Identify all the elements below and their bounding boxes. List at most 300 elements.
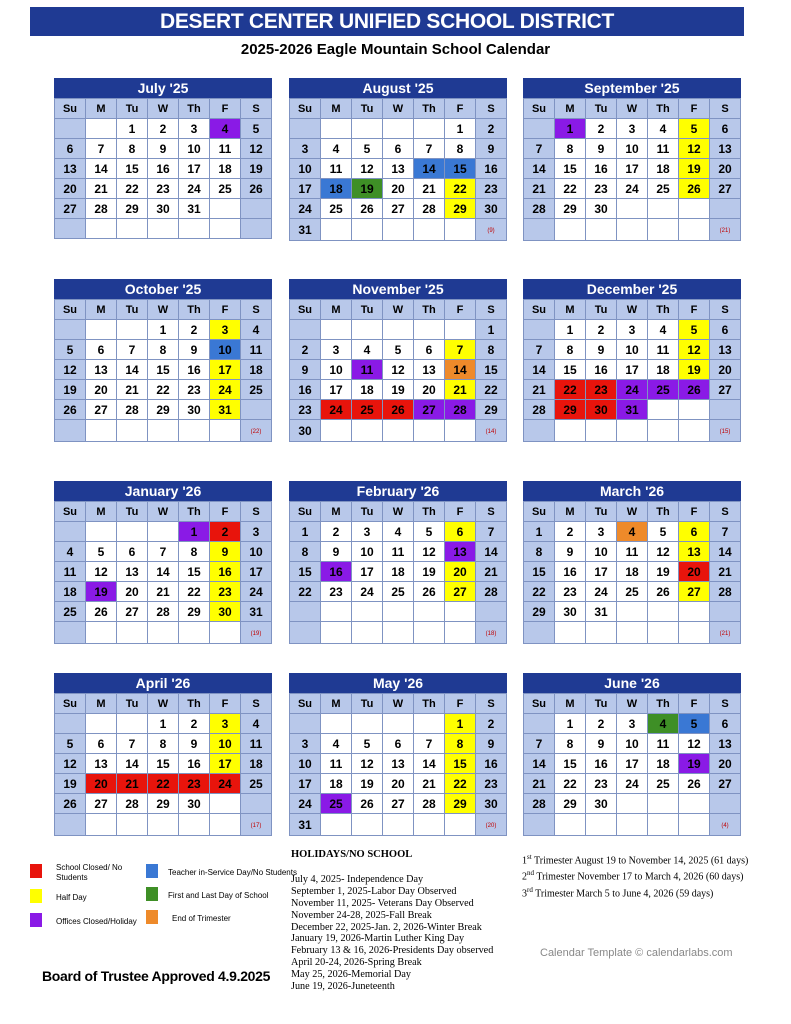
weekday-header: Th: [414, 300, 445, 320]
day-cell: 3: [352, 522, 383, 542]
empty-cell: [679, 814, 710, 836]
empty-cell: [352, 814, 383, 836]
day-cell: 10: [290, 754, 321, 774]
weekday-header: Su: [524, 99, 555, 119]
empty-cell: [476, 622, 507, 644]
empty-cell: [524, 420, 555, 442]
day-cell: 26: [86, 602, 117, 622]
day-cell: 10: [617, 340, 648, 360]
day-cell: 6: [710, 320, 741, 340]
weekday-header: Th: [648, 502, 679, 522]
empty-cell: [524, 219, 555, 241]
empty-cell: [414, 814, 445, 836]
day-cell: 16: [555, 562, 586, 582]
holiday-item: January 19, 2026-Martin Luther King Day: [291, 933, 465, 945]
empty-cell: [710, 420, 741, 442]
weekday-header: S: [476, 502, 507, 522]
empty-cell: [321, 622, 352, 644]
day-cell: 13: [445, 542, 476, 562]
weekday-header: M: [555, 502, 586, 522]
empty-cell: [476, 602, 507, 622]
weekday-header: Su: [290, 502, 321, 522]
day-cell: 27: [414, 400, 445, 420]
empty-cell: [476, 219, 507, 241]
day-cell: 11: [617, 542, 648, 562]
day-cell: 24: [241, 582, 272, 602]
empty-cell: [210, 622, 241, 644]
day-cell: 21: [524, 380, 555, 400]
empty-cell: [55, 714, 86, 734]
day-cell: 1: [445, 119, 476, 139]
instructional-days-count: (18): [485, 631, 497, 637]
day-cell: 27: [710, 774, 741, 794]
empty-cell: [679, 420, 710, 442]
empty-cell: [383, 420, 414, 442]
day-cell: 12: [679, 139, 710, 159]
day-cell: 17: [321, 380, 352, 400]
day-cell: 15: [179, 562, 210, 582]
day-cell: 24: [290, 199, 321, 219]
empty-cell: [290, 320, 321, 340]
trimester-list: [522, 851, 748, 900]
day-cell: 13: [383, 159, 414, 179]
day-cell: 25: [210, 179, 241, 199]
empty-cell: [617, 602, 648, 622]
day-cell: 26: [352, 199, 383, 219]
month-calendar: [523, 78, 741, 241]
weekday-header: F: [210, 300, 241, 320]
day-cell: 23: [321, 582, 352, 602]
day-cell: 25: [648, 774, 679, 794]
day-cell: 24: [179, 179, 210, 199]
day-cell: 15: [117, 159, 148, 179]
day-cell: 15: [524, 562, 555, 582]
day-cell: 3: [210, 320, 241, 340]
weekday-header: M: [86, 99, 117, 119]
day-cell: 11: [210, 139, 241, 159]
empty-cell: [617, 199, 648, 219]
day-cell: 9: [586, 340, 617, 360]
day-cell: 5: [648, 522, 679, 542]
holiday-item: February 13 & 16, 2026-Presidents Day observed: [291, 945, 494, 957]
day-cell: 23: [179, 380, 210, 400]
day-cell: 9: [179, 734, 210, 754]
day-cell: 11: [241, 734, 272, 754]
legend-label-firstlast: First and Last Day of School: [168, 891, 269, 900]
day-cell: 20: [710, 360, 741, 380]
empty-cell: [148, 420, 179, 442]
day-cell: 12: [352, 159, 383, 179]
day-cell: 10: [321, 360, 352, 380]
day-cell: 3: [241, 522, 272, 542]
day-cell: 7: [476, 522, 507, 542]
weekday-header: F: [210, 99, 241, 119]
empty-cell: [555, 219, 586, 241]
weekday-header: M: [86, 300, 117, 320]
legend-label-inservice: Teacher in-Service Day/No Students: [168, 868, 297, 877]
weekday-header: Th: [648, 300, 679, 320]
day-cell: 25: [383, 582, 414, 602]
empty-cell: [710, 199, 741, 219]
empty-cell: [55, 119, 86, 139]
weekday-header: F: [679, 694, 710, 714]
empty-cell: [179, 814, 210, 836]
district-banner: DESERT CENTER UNIFIED SCHOOL DISTRICT: [30, 7, 744, 36]
day-cell: 1: [445, 714, 476, 734]
day-cell: 17: [586, 562, 617, 582]
day-cell: 10: [290, 159, 321, 179]
day-cell: 17: [617, 159, 648, 179]
weekday-header: S: [710, 694, 741, 714]
day-cell: 19: [55, 774, 86, 794]
day-cell: 18: [352, 380, 383, 400]
day-cell: 1: [148, 320, 179, 340]
empty-cell: [476, 814, 507, 836]
weekday-header: Su: [290, 694, 321, 714]
day-cell: 22: [476, 380, 507, 400]
month-calendar: [523, 673, 741, 836]
day-cell: 27: [445, 582, 476, 602]
day-cell: 13: [86, 360, 117, 380]
day-cell: 29: [476, 400, 507, 420]
weekday-header: F: [210, 694, 241, 714]
weekday-header: Su: [524, 502, 555, 522]
instructional-days-count: (22): [250, 429, 262, 435]
empty-cell: [290, 119, 321, 139]
day-cell: 22: [445, 774, 476, 794]
day-cell: 19: [352, 179, 383, 199]
day-cell: 21: [117, 774, 148, 794]
day-cell: 13: [710, 139, 741, 159]
weekday-header: Th: [179, 300, 210, 320]
day-cell: 31: [290, 219, 321, 241]
empty-cell: [321, 814, 352, 836]
month-calendar: [289, 279, 507, 442]
empty-cell: [148, 219, 179, 239]
empty-cell: [648, 814, 679, 836]
day-cell: 13: [383, 754, 414, 774]
empty-cell: [86, 622, 117, 644]
day-cell: 6: [55, 139, 86, 159]
weekday-header: W: [617, 99, 648, 119]
day-cell: 19: [55, 380, 86, 400]
day-cell: 23: [148, 179, 179, 199]
month-title: March '26: [523, 481, 741, 501]
empty-cell: [710, 814, 741, 836]
empty-cell: [617, 794, 648, 814]
day-cell: 23: [586, 774, 617, 794]
day-cell: 24: [321, 400, 352, 420]
day-cell: 27: [710, 380, 741, 400]
day-cell: 10: [210, 340, 241, 360]
day-cell: 22: [555, 179, 586, 199]
empty-cell: [241, 420, 272, 442]
weekday-header: W: [617, 694, 648, 714]
legend-label-endtri: End of Trimester: [172, 914, 231, 923]
day-cell: 31: [290, 814, 321, 836]
weekday-header: Su: [55, 502, 86, 522]
day-cell: 4: [210, 119, 241, 139]
day-cell: 2: [148, 119, 179, 139]
month-calendar: [54, 78, 272, 239]
legend-swatch-half: [30, 889, 42, 903]
day-cell: 1: [148, 714, 179, 734]
empty-cell: [617, 622, 648, 644]
day-cell: 27: [710, 179, 741, 199]
day-cell: 3: [586, 522, 617, 542]
empty-cell: [524, 814, 555, 836]
legend-swatch-firstlast: [146, 887, 158, 901]
empty-cell: [117, 420, 148, 442]
empty-cell: [524, 622, 555, 644]
template-credit: Calendar Template © calendarlabs.com: [540, 947, 733, 959]
holiday-item: November 24-28, 2025-Fall Break: [291, 909, 432, 921]
day-cell: 18: [241, 754, 272, 774]
month-title: June '26: [523, 673, 741, 693]
day-cell: 4: [617, 522, 648, 542]
day-cell: 6: [86, 734, 117, 754]
weekday-header: W: [148, 99, 179, 119]
day-cell: 9: [586, 734, 617, 754]
day-cell: 1: [290, 522, 321, 542]
day-cell: 3: [617, 320, 648, 340]
day-cell: 30: [555, 602, 586, 622]
instructional-days-count: (17): [250, 823, 262, 829]
day-cell: 27: [55, 199, 86, 219]
day-cell: 14: [524, 754, 555, 774]
empty-cell: [524, 320, 555, 340]
day-cell: 7: [710, 522, 741, 542]
weekday-header: S: [241, 300, 272, 320]
day-cell: 7: [148, 542, 179, 562]
day-cell: 16: [321, 562, 352, 582]
empty-cell: [586, 814, 617, 836]
day-cell: 7: [117, 340, 148, 360]
day-cell: 1: [555, 119, 586, 139]
day-cell: 17: [210, 754, 241, 774]
empty-cell: [710, 219, 741, 241]
day-cell: 21: [86, 179, 117, 199]
day-cell: 2: [476, 119, 507, 139]
empty-cell: [524, 714, 555, 734]
empty-cell: [586, 622, 617, 644]
empty-cell: [383, 219, 414, 241]
day-cell: 15: [476, 360, 507, 380]
day-cell: 8: [179, 542, 210, 562]
empty-cell: [86, 814, 117, 836]
day-cell: 16: [148, 159, 179, 179]
day-cell: 30: [179, 794, 210, 814]
day-cell: 11: [648, 139, 679, 159]
day-cell: 24: [210, 380, 241, 400]
holiday-item: November 11, 2025- Veterans Day Observed: [291, 897, 474, 909]
day-cell: 28: [524, 199, 555, 219]
day-cell: 5: [86, 542, 117, 562]
empty-cell: [290, 602, 321, 622]
day-cell: 12: [241, 139, 272, 159]
day-cell: 26: [55, 400, 86, 420]
weekday-header: W: [383, 300, 414, 320]
day-cell: 14: [117, 360, 148, 380]
day-cell: 8: [555, 734, 586, 754]
day-cell: 30: [290, 420, 321, 442]
empty-cell: [352, 320, 383, 340]
day-cell: 22: [148, 380, 179, 400]
day-cell: 19: [414, 562, 445, 582]
day-cell: 9: [179, 340, 210, 360]
day-cell: 12: [414, 542, 445, 562]
empty-cell: [383, 602, 414, 622]
day-cell: 22: [148, 774, 179, 794]
empty-cell: [55, 320, 86, 340]
day-cell: 6: [445, 522, 476, 542]
empty-cell: [414, 219, 445, 241]
day-cell: 23: [179, 774, 210, 794]
weekday-header: M: [555, 99, 586, 119]
day-cell: 8: [290, 542, 321, 562]
day-cell: 21: [476, 562, 507, 582]
day-cell: 8: [524, 542, 555, 562]
day-cell: 10: [179, 139, 210, 159]
day-cell: 16: [476, 754, 507, 774]
empty-cell: [383, 119, 414, 139]
day-cell: 21: [414, 774, 445, 794]
day-cell: 20: [55, 179, 86, 199]
day-cell: 11: [352, 360, 383, 380]
empty-cell: [117, 814, 148, 836]
day-cell: 25: [321, 794, 352, 814]
month-calendar: [54, 481, 272, 644]
day-cell: 5: [414, 522, 445, 542]
day-cell: 7: [86, 139, 117, 159]
weekday-header: F: [445, 502, 476, 522]
month-title: December '25: [523, 279, 741, 299]
empty-cell: [241, 814, 272, 836]
empty-cell: [241, 622, 272, 644]
day-cell: 5: [679, 119, 710, 139]
day-cell: 12: [86, 562, 117, 582]
day-cell: 25: [648, 380, 679, 400]
day-cell: 30: [476, 199, 507, 219]
day-cell: 3: [210, 714, 241, 734]
legend-swatch-endtri: [146, 910, 158, 924]
day-cell: 1: [555, 320, 586, 340]
day-cell: 28: [148, 602, 179, 622]
weekday-header: S: [241, 694, 272, 714]
weekday-header: M: [321, 99, 352, 119]
day-cell: 12: [679, 340, 710, 360]
weekday-header: Su: [290, 99, 321, 119]
day-cell: 19: [86, 582, 117, 602]
day-cell: 24: [617, 380, 648, 400]
weekday-header: Tu: [586, 502, 617, 522]
day-cell: 11: [241, 340, 272, 360]
instructional-days-count: (19): [250, 631, 262, 637]
empty-cell: [383, 622, 414, 644]
day-cell: 27: [679, 582, 710, 602]
day-cell: 25: [617, 582, 648, 602]
day-cell: 13: [710, 340, 741, 360]
day-cell: 24: [617, 774, 648, 794]
day-cell: 25: [321, 199, 352, 219]
day-cell: 18: [55, 582, 86, 602]
day-cell: 18: [241, 360, 272, 380]
day-cell: 31: [617, 400, 648, 420]
empty-cell: [555, 622, 586, 644]
day-cell: 11: [321, 754, 352, 774]
empty-cell: [679, 219, 710, 241]
weekday-header: F: [445, 694, 476, 714]
empty-cell: [321, 320, 352, 340]
weekday-header: Th: [648, 694, 679, 714]
day-cell: 7: [445, 340, 476, 360]
empty-cell: [555, 420, 586, 442]
weekday-header: W: [383, 502, 414, 522]
day-cell: 29: [148, 794, 179, 814]
weekday-header: Su: [524, 694, 555, 714]
empty-cell: [679, 199, 710, 219]
day-cell: 8: [555, 139, 586, 159]
day-cell: 21: [414, 179, 445, 199]
day-cell: 29: [524, 602, 555, 622]
day-cell: 2: [586, 320, 617, 340]
empty-cell: [210, 219, 241, 239]
day-cell: 16: [210, 562, 241, 582]
day-cell: 20: [414, 380, 445, 400]
month-calendar: [54, 279, 272, 442]
instructional-days-count: (9): [487, 228, 495, 234]
empty-cell: [679, 622, 710, 644]
day-cell: 4: [648, 714, 679, 734]
empty-cell: [648, 622, 679, 644]
empty-cell: [86, 320, 117, 340]
empty-cell: [210, 814, 241, 836]
day-cell: 18: [648, 159, 679, 179]
day-cell: 9: [476, 734, 507, 754]
month-title: November '25: [289, 279, 507, 299]
day-cell: 8: [476, 340, 507, 360]
day-cell: 18: [648, 754, 679, 774]
empty-cell: [241, 219, 272, 239]
month-title: October '25: [54, 279, 272, 299]
day-cell: 6: [710, 119, 741, 139]
day-cell: 30: [476, 794, 507, 814]
day-cell: 15: [555, 360, 586, 380]
day-cell: 17: [210, 360, 241, 380]
day-cell: 24: [352, 582, 383, 602]
day-cell: 19: [679, 159, 710, 179]
weekday-header: Th: [414, 502, 445, 522]
empty-cell: [210, 420, 241, 442]
empty-cell: [445, 420, 476, 442]
day-cell: 29: [117, 199, 148, 219]
day-cell: 2: [476, 714, 507, 734]
empty-cell: [445, 320, 476, 340]
holiday-item: December 22, 2025-Jan. 2, 2026-Winter Break: [291, 921, 482, 933]
day-cell: 29: [555, 199, 586, 219]
weekday-header: S: [476, 300, 507, 320]
day-cell: 10: [586, 542, 617, 562]
day-cell: 4: [241, 320, 272, 340]
day-cell: 17: [352, 562, 383, 582]
day-cell: 23: [210, 582, 241, 602]
day-cell: 31: [210, 400, 241, 420]
empty-cell: [648, 199, 679, 219]
day-cell: 4: [241, 714, 272, 734]
empty-cell: [383, 320, 414, 340]
day-cell: 23: [476, 774, 507, 794]
empty-cell: [352, 219, 383, 241]
